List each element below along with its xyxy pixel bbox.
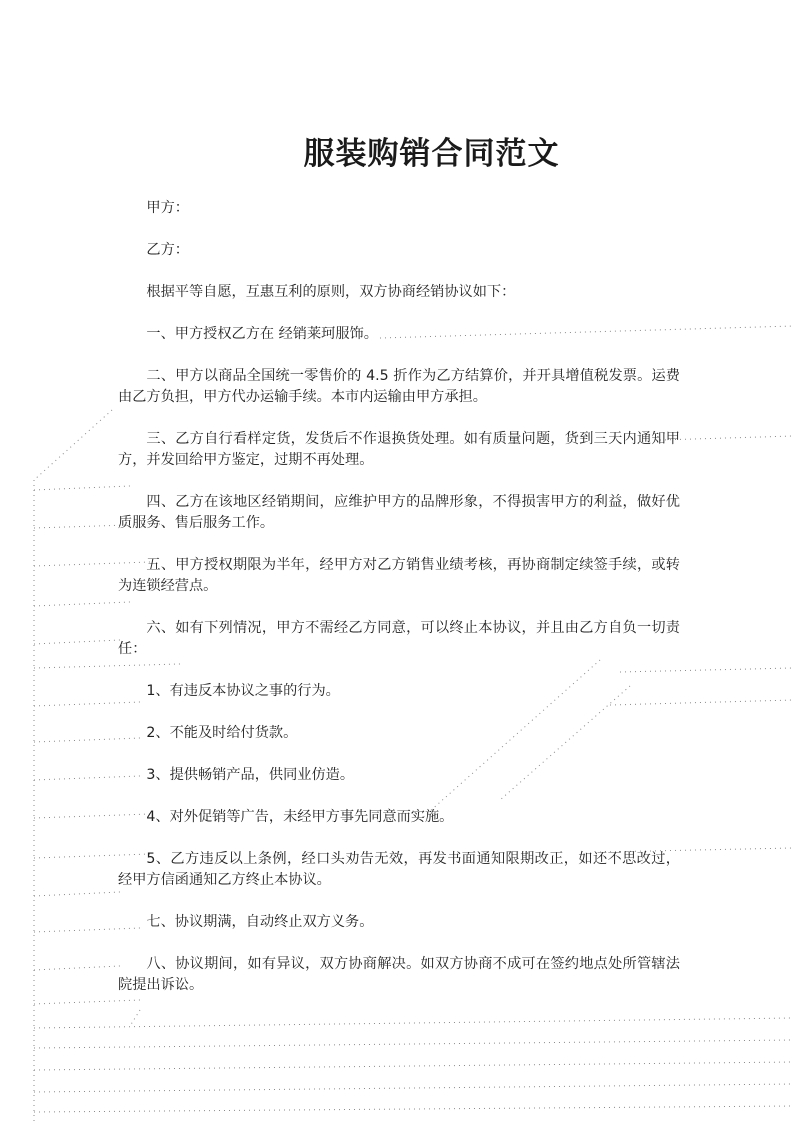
clause-6: 六、如有下列情况，甲方不需经乙方同意，可以终止本协议，并且由乙方自负一切责任： [118, 620, 680, 657]
document-body [118, 198, 680, 1017]
clause-8: 八、协议期间，如有异议，双方协商解决。如双方协商不成可在签约地点处所管辖法院提出诉讼。 [118, 956, 680, 993]
clause-7: 七、协议期满，自动终止双方义务。 [146, 914, 374, 930]
preamble-paragraph: 根据平等自愿，互惠互利的原则，双方协商经销协议如下： [146, 284, 516, 300]
party-b-line: 乙方： [146, 242, 189, 258]
sub-clause-3: 3、提供畅销产品，供同业仿造。 [146, 767, 355, 783]
clause-1: 一、甲方授权乙方在 经销莱珂服饰。 [146, 326, 378, 342]
sub-clause-4: 4、对外促销等广告，未经甲方事先同意而实施。 [146, 809, 454, 825]
party-a-line: 甲方： [146, 200, 189, 216]
clause-3: 三、乙方自行看样定货，发货后不作退换货处理。如有质量问题，货到三天内通知甲方，并发回给甲方鉴定，过期不再处理。 [118, 431, 680, 468]
clause-4: 四、乙方在该地区经销期间，应维护甲方的品牌形象，不得损害甲方的利益，做好优质服务、售后服务工作。 [118, 494, 680, 531]
sub-clause-5: 5、乙方违反以上条例，经口头劝告无效，再发书面通知限期改正，如还不思改过，经甲方信函通知乙方终止本协议。 [118, 851, 680, 888]
clause-2: 二、甲方以商品全国统一零售价的 4.5 折作为乙方结算价，并开具增值税发票。运费由乙方负担，甲方代办运输手续。本市内运输由甲方承担。 [118, 368, 680, 405]
sub-clause-1: 1、有违反本协议之事的行为。 [146, 683, 340, 699]
document-title: 服装购销合同范文 [303, 136, 560, 172]
clause-5: 五、甲方授权期限为半年，经甲方对乙方销售业绩考核，再协商制定续签手续，或转为连锁经营点。 [118, 557, 680, 594]
sub-clause-2: 2、不能及时给付货款。 [146, 725, 298, 741]
